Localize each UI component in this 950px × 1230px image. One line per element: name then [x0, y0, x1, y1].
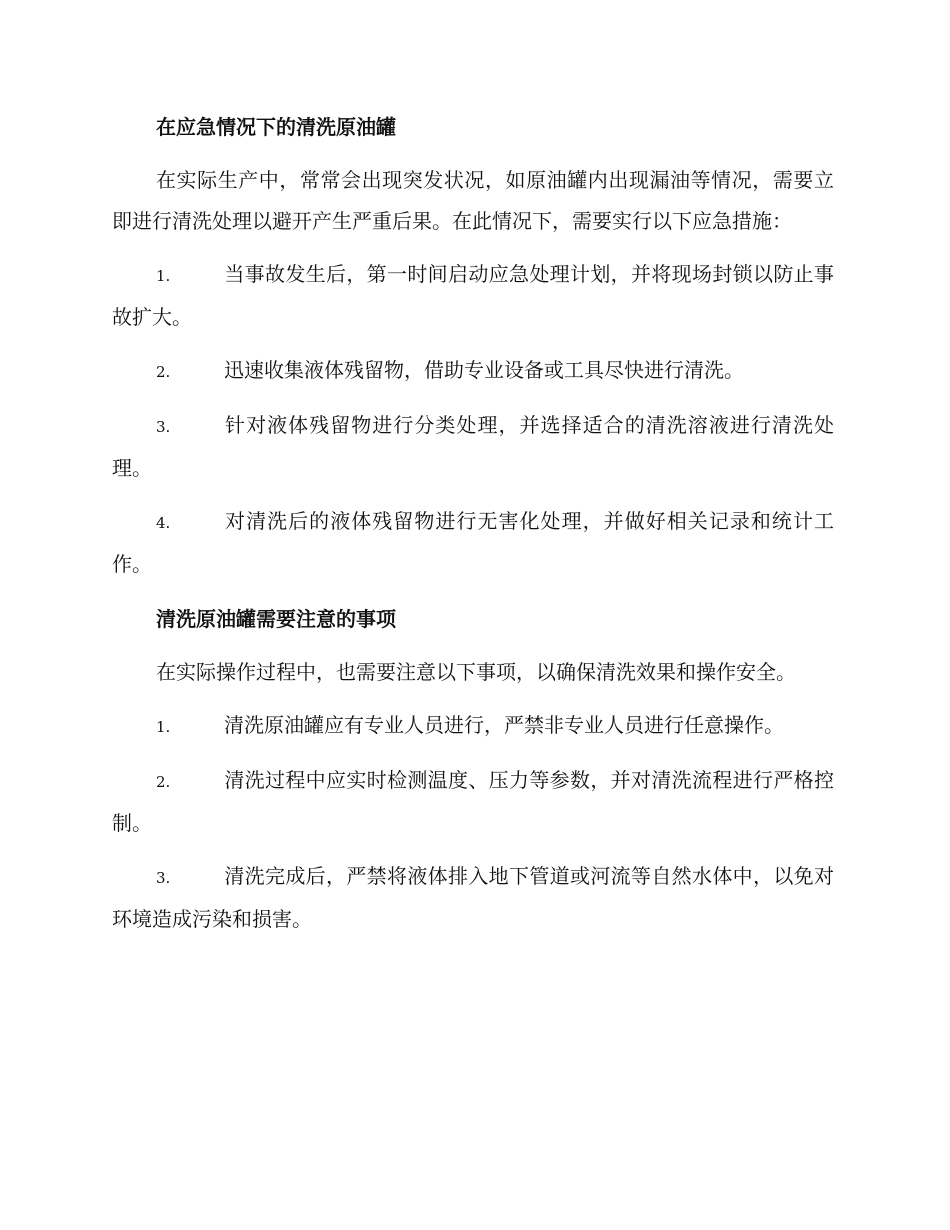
- list-item-text: 清洗过程中应实时检测温度、压力等参数，并对清洗流程进行严格控制。: [112, 768, 834, 835]
- list-item-number: 2.: [156, 773, 171, 791]
- list-item-number: 3.: [156, 418, 171, 436]
- list-item-number: 1.: [156, 718, 171, 736]
- list-item-number: 1.: [156, 267, 171, 285]
- list-item: [112, 350, 834, 393]
- section-intro-precautions: 在实际操作过程中，也需要注意以下事项，以确保清洗效果和操作安全。: [156, 660, 796, 684]
- section-heading-precautions: 清洗原油罐需要注意的事项: [156, 607, 396, 631]
- section-intro-emergency: 在实际生产中，常常会出现突发状况，如原油罐内出现漏油等情况，需要立即进行清洗处理以避开产生严重后果。在此情况下，需要实行以下应急措施：: [112, 168, 834, 233]
- list-item: [112, 705, 834, 748]
- list-item-text: 当事故发生后，第一时间启动应急处理计划，并将现场封锁以防止事故扩大。: [112, 262, 834, 329]
- list-item-number: 3.: [156, 869, 171, 887]
- list-item-text: 清洗原油罐应有专业人员进行，严禁非专业人员进行任意操作。: [224, 713, 784, 737]
- document-body: [112, 107, 834, 940]
- list-item-number: 4.: [156, 514, 171, 532]
- list-item: [112, 405, 834, 489]
- list-item-text: 对清洗后的液体残留物进行无害化处理，并做好相关记录和统计工作。: [112, 509, 834, 576]
- list-item-number: 2.: [156, 363, 171, 381]
- section-heading-emergency: 在应急情况下的清洗原油罐: [156, 115, 396, 139]
- list-item: [112, 501, 834, 585]
- list-item: [112, 760, 834, 844]
- list-item-text: 针对液体残留物进行分类处理，并选择适合的清洗溶液进行清洗处理。: [112, 413, 834, 480]
- list-item-text: 清洗完成后，严禁将液体排入地下管道或河流等自然水体中，以免对环境造成污染和损害。: [112, 864, 834, 931]
- list-item: [112, 856, 834, 940]
- list-item-text: 迅速收集液体残留物，借助专业设备或工具尽快进行清洗。: [224, 358, 744, 382]
- list-item: [112, 254, 834, 338]
